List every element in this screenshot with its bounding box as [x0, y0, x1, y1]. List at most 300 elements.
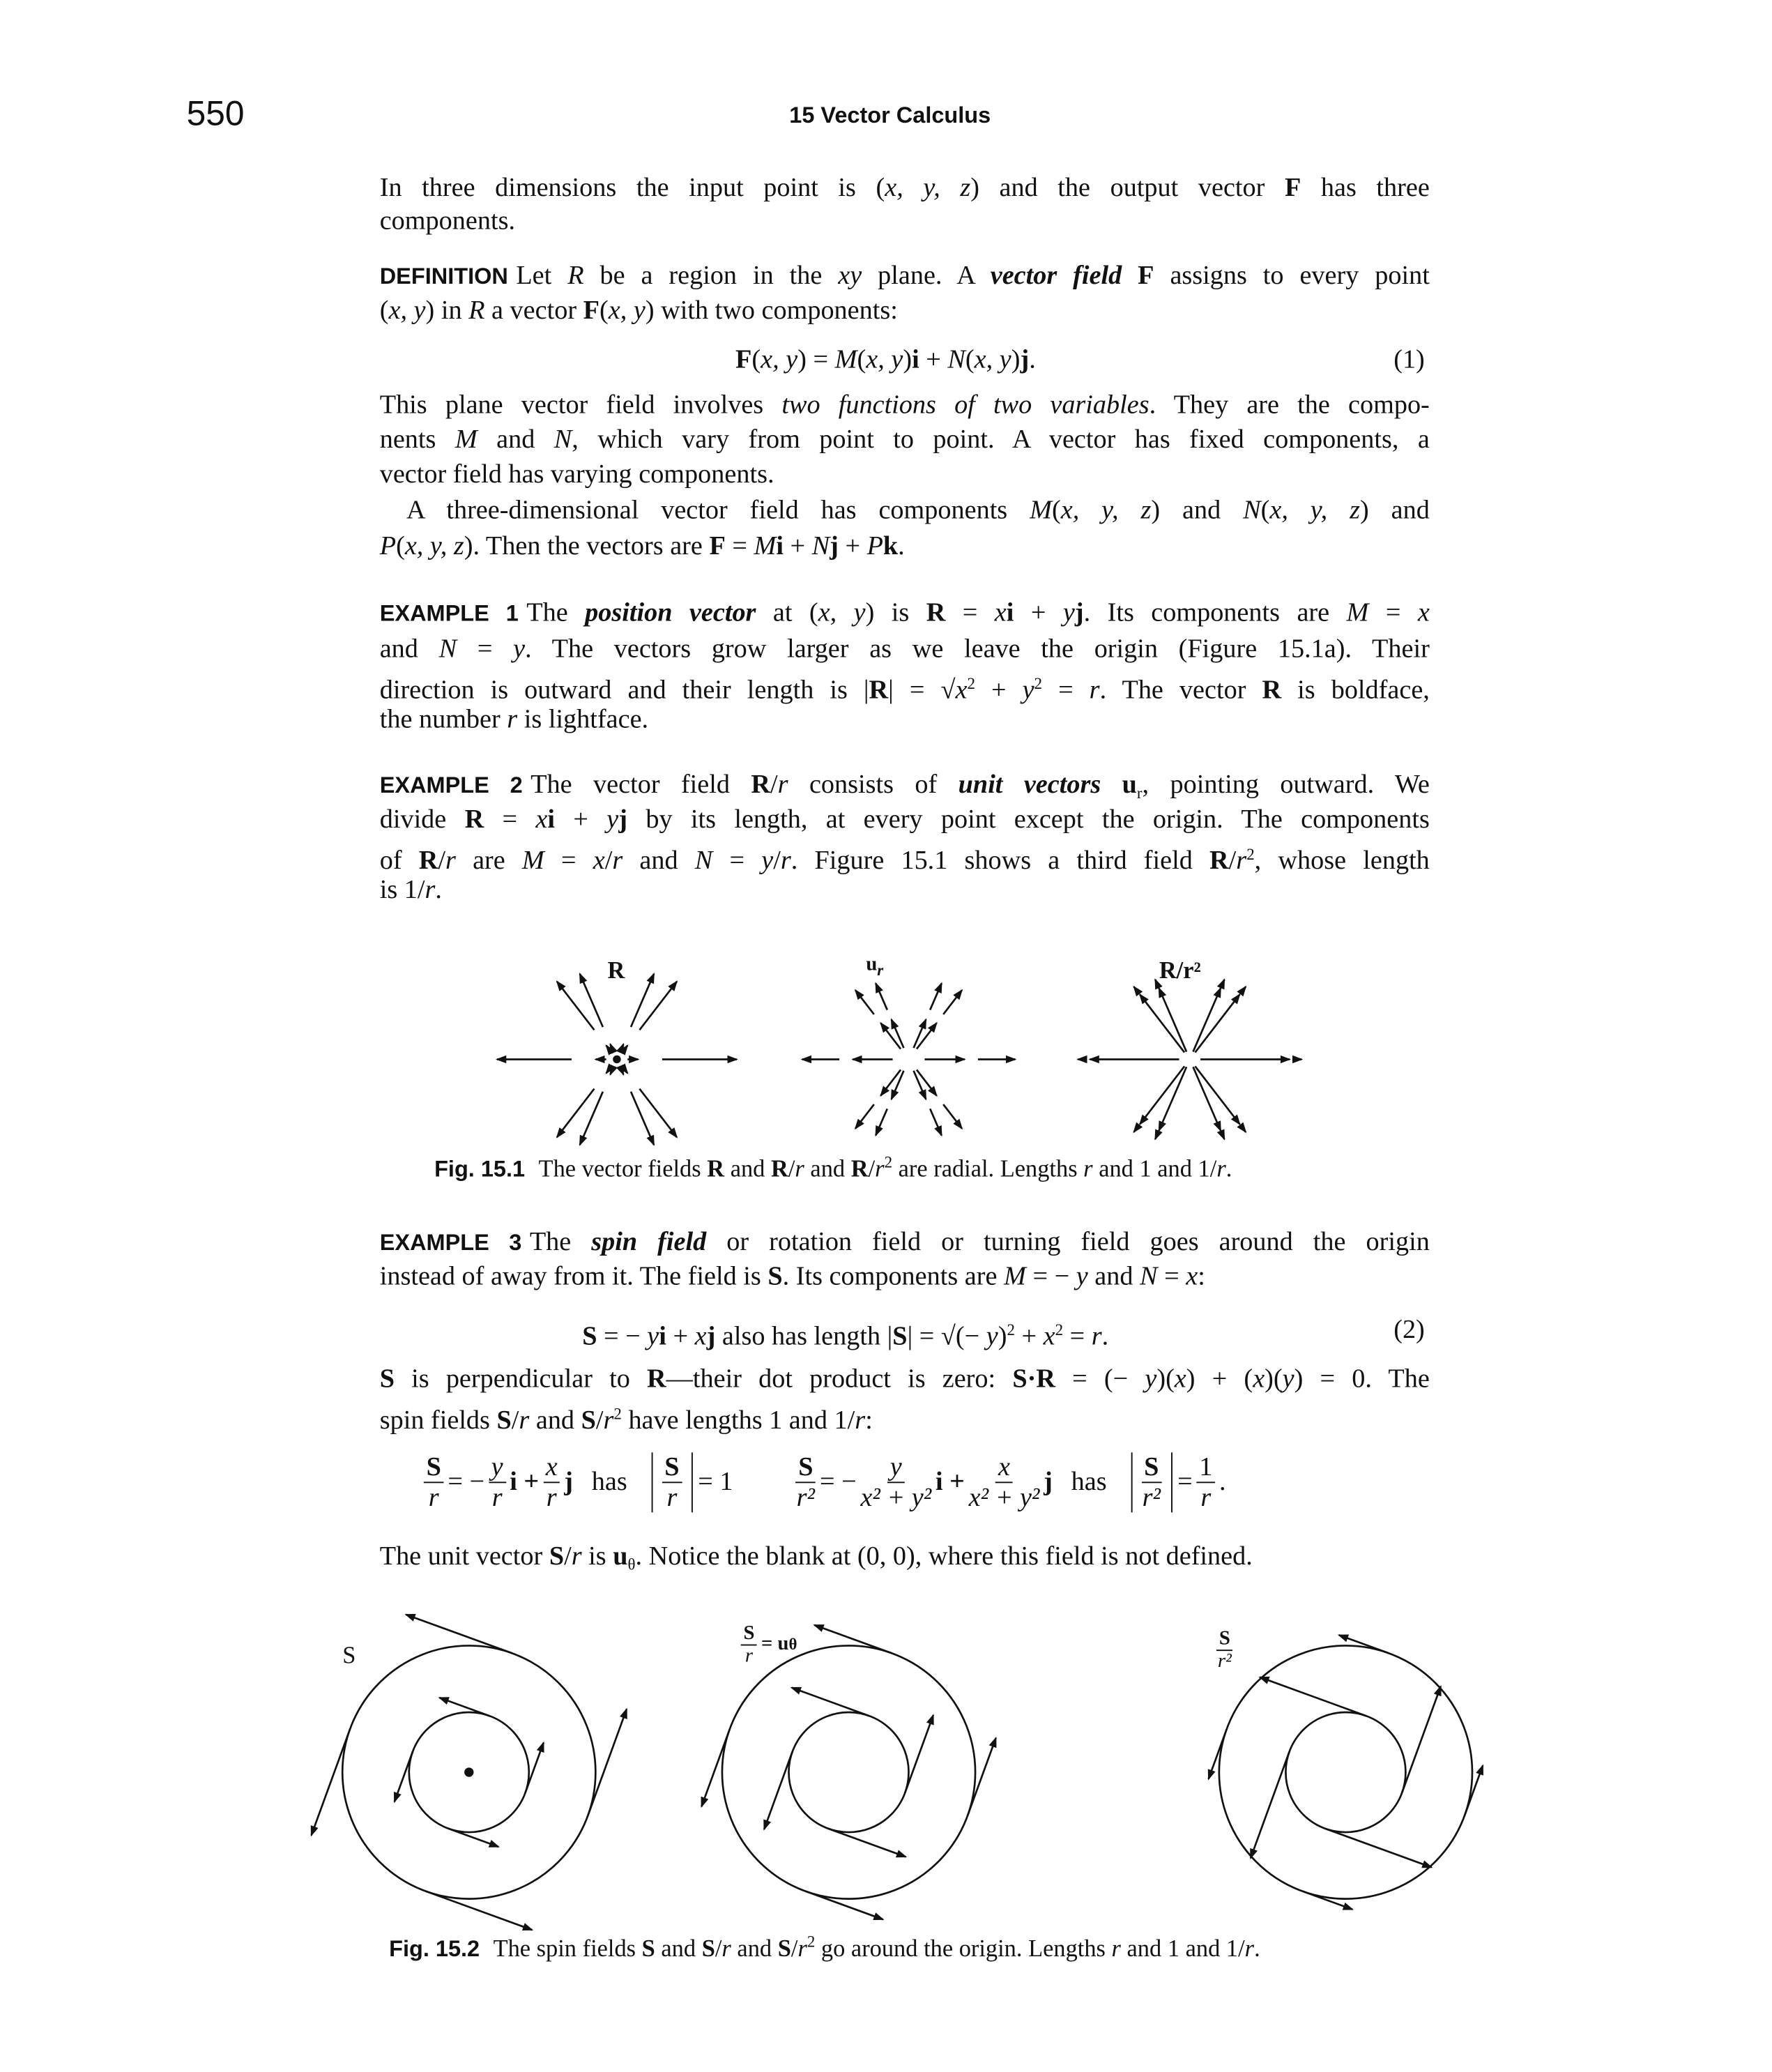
text-run: and	[804, 1155, 851, 1182]
text-run: = (−	[1055, 1364, 1145, 1394]
text-run: of	[379, 846, 419, 876]
text-run: θ	[627, 1555, 636, 1574]
text-run: x	[593, 846, 605, 876]
numerator: S	[424, 1452, 444, 1483]
text-run: . The vectors grow larger as we leave the origin (Figure 15.1a). Their	[525, 634, 1430, 664]
text-run: a vector	[484, 296, 583, 326]
text-run: y	[1145, 1364, 1157, 1394]
text-run: i	[776, 531, 784, 561]
text-run: N	[1140, 1262, 1158, 1292]
text-run: =	[712, 846, 762, 876]
text-run: u	[613, 1541, 628, 1571]
figure-label-S: S	[342, 1641, 356, 1668]
text-run: the number	[379, 705, 507, 735]
denominator: x² + y²	[968, 1483, 1040, 1513]
text-run: /	[770, 770, 778, 800]
text-run: R	[567, 261, 584, 291]
text-run: The	[526, 598, 586, 628]
text-run: )(	[1156, 1364, 1175, 1394]
text-run: also has length |	[715, 1322, 893, 1352]
text-run: +	[555, 805, 607, 835]
text-run: R	[751, 770, 771, 800]
text-run: j	[706, 1322, 716, 1352]
text-run: =	[544, 846, 593, 876]
text-run: ) and	[1359, 496, 1430, 526]
operator: i +	[935, 1467, 965, 1497]
text-run: r	[855, 1406, 866, 1435]
numerator: y	[887, 1452, 905, 1483]
text-run: x, y, z	[885, 173, 971, 203]
text-run: The	[529, 1227, 592, 1257]
tangent-arrow	[701, 1729, 730, 1806]
tangent-arrow	[905, 1715, 933, 1792]
fraction	[1216, 1629, 1233, 1673]
text-run: S	[582, 1322, 597, 1352]
denominator: r	[428, 1483, 439, 1513]
text-run: r	[780, 846, 791, 876]
text-run: 2	[1055, 1320, 1064, 1339]
text-run: j	[830, 531, 839, 561]
tangent-arrow	[312, 1729, 351, 1836]
text-run: and	[623, 846, 695, 876]
text-run: F	[583, 296, 599, 326]
text-run: r	[777, 770, 788, 800]
text-run: =	[484, 805, 536, 835]
text-run: .	[435, 875, 442, 905]
text-run: vector field	[990, 261, 1122, 291]
text-run: N	[694, 846, 713, 876]
word-has: has	[591, 1467, 627, 1497]
text-run: by its length, at every point except the origin. The components	[627, 805, 1430, 835]
numerator: y	[489, 1452, 506, 1483]
text-run: S	[892, 1322, 908, 1352]
text-run: , pointing outward. We	[1142, 770, 1430, 800]
figure-15-2-caption	[389, 1932, 1260, 1963]
text-run: xy	[838, 261, 862, 291]
text-run: M	[834, 345, 857, 375]
text-run: :	[1198, 1262, 1205, 1292]
text-run: go around the origin. Lengths	[815, 1935, 1112, 1962]
text-run: x	[1417, 598, 1430, 628]
operator: = 1	[698, 1467, 733, 1497]
operator: =	[1177, 1467, 1193, 1497]
page-number: 550	[186, 93, 245, 134]
text-run: r	[425, 875, 436, 905]
tangent-arrow	[406, 1615, 512, 1654]
text-run: —their dot product is zero:	[666, 1364, 1013, 1394]
text-run: j	[1020, 345, 1030, 375]
denominator: r	[1200, 1483, 1212, 1513]
text-run: +	[1014, 1322, 1044, 1352]
text-run: EXAMPLE 3	[379, 1230, 522, 1256]
text-run: x, y	[974, 345, 1011, 375]
text-run: plane. A	[862, 261, 991, 291]
text-run: .	[1225, 1155, 1232, 1182]
text-run: )	[1011, 345, 1021, 375]
text-run: 2	[1246, 844, 1255, 864]
figure-label-R-over-r2: R/r²	[1159, 957, 1201, 984]
text-run: and	[379, 634, 439, 664]
outer-circle	[1219, 1645, 1472, 1898]
text-run: N	[438, 634, 457, 664]
denominator: r	[546, 1483, 557, 1513]
tangent-arrow	[792, 1688, 869, 1716]
text-run: and	[655, 1935, 702, 1962]
text-run: x, y	[761, 345, 798, 375]
unit-j: j	[564, 1467, 574, 1497]
text-run: (	[1260, 496, 1270, 526]
text-run: In three dimensions the input point is (	[379, 173, 885, 203]
text-run: R	[1209, 846, 1229, 876]
text-run: R	[926, 598, 946, 628]
text-run: /	[715, 1935, 722, 1962]
text-run: r	[1236, 846, 1247, 876]
text-run: and	[1087, 1262, 1140, 1292]
operator: = −	[448, 1467, 485, 1497]
text-run: r	[1111, 1935, 1121, 1962]
text-run: N	[947, 345, 965, 375]
text-run: N	[553, 425, 572, 455]
period: .	[1219, 1467, 1226, 1497]
text-run: +	[1014, 598, 1063, 628]
tangent-arrow	[814, 1625, 892, 1654]
text-run: P	[379, 531, 397, 561]
text-run: S	[549, 1541, 565, 1571]
text-run: =	[457, 634, 514, 664]
equation-number: (1)	[1393, 345, 1425, 375]
text-run: .	[1101, 1322, 1109, 1352]
text-run: y	[1022, 676, 1034, 706]
text-run: ) = 0. The	[1294, 1364, 1430, 1394]
text-run: r	[795, 1155, 804, 1182]
text-run: F	[1138, 261, 1154, 291]
tangent-arrow	[1325, 1829, 1432, 1868]
text-run: /	[1228, 846, 1237, 876]
text-run: P	[866, 531, 883, 561]
text-run: S·R	[1012, 1364, 1055, 1394]
text-run: is perpendicular to	[394, 1364, 648, 1394]
text-run: The vector field	[530, 770, 751, 800]
text-run: i	[547, 805, 556, 835]
text-run: . Notice the blank at (0, 0), where this field is not defined.	[635, 1541, 1253, 1571]
denominator: r²	[796, 1483, 815, 1513]
text-run: r	[1091, 1322, 1102, 1352]
text-run: | = √(−	[907, 1322, 986, 1352]
text-run: N	[811, 531, 830, 561]
inner-circle	[788, 1712, 908, 1832]
text-run: . They are the compo-	[1149, 390, 1430, 420]
text-run: at (	[756, 598, 818, 628]
label-u: u	[866, 954, 878, 976]
word-has: has	[1071, 1467, 1107, 1497]
text-run: and 1 and 1/	[1092, 1155, 1217, 1182]
inner-circle	[1285, 1712, 1405, 1832]
text-run: x, y	[388, 296, 426, 326]
text-run: (	[396, 531, 405, 561]
text-run: =	[1063, 1322, 1092, 1352]
running-head: 15 Vector Calculus	[789, 102, 991, 128]
operator: i +	[510, 1467, 540, 1497]
text-run: F	[735, 345, 752, 375]
text-run: S	[496, 1406, 512, 1435]
denominator: x² + y²	[860, 1483, 932, 1513]
text-run: /	[595, 1406, 604, 1435]
text-run: be a region in the	[583, 261, 839, 291]
text-run: x	[1186, 1262, 1198, 1292]
text-run: /	[773, 846, 781, 876]
text-run: are	[455, 846, 522, 876]
text-run: j	[1074, 598, 1084, 628]
text-run: y	[986, 1322, 998, 1352]
denominator: r²	[1142, 1483, 1161, 1513]
text-run: x, y, z	[1269, 496, 1360, 526]
text-run: ) + (	[1186, 1364, 1253, 1394]
text-run: )	[998, 1322, 1007, 1352]
text-run: r	[1083, 1155, 1093, 1182]
text-run: ) with two components:	[645, 296, 898, 326]
text-run: S	[641, 1935, 655, 1962]
text-run: x	[994, 598, 1007, 628]
text-run: r	[1136, 783, 1143, 802]
text-run: F	[709, 531, 726, 561]
text-run: position vector	[585, 598, 756, 628]
text-run: r	[519, 1406, 530, 1435]
text-run: has three	[1301, 173, 1430, 203]
text-run: direction is outward and their length is |	[379, 676, 869, 706]
numerator: x	[543, 1452, 560, 1483]
tangent-arrow	[764, 1752, 793, 1829]
text-run: x, y	[866, 345, 903, 375]
text-run: 2	[613, 1404, 622, 1424]
text-run: M	[455, 425, 478, 455]
text-run: (	[1051, 496, 1061, 526]
text-run: R	[418, 846, 438, 876]
text-run: , which vary from point to point. A vector has fixed components, a	[572, 425, 1430, 455]
text-run: /	[868, 1155, 876, 1182]
text-run: r	[507, 705, 518, 735]
text-run: u	[1122, 770, 1137, 800]
text-run: A three-dimensional vector field has components	[406, 496, 1030, 526]
text-run: unit vectors	[958, 770, 1101, 800]
text-run: The spin fields	[487, 1935, 642, 1962]
tangent-arrow	[968, 1738, 996, 1815]
figure-label-S-over-r	[737, 1623, 797, 1667]
text-run: ) in	[425, 296, 469, 326]
tangent-arrow	[1209, 1729, 1227, 1779]
text-run: is lightface.	[517, 705, 649, 735]
text-run: i	[912, 345, 919, 375]
text-run: =	[1042, 676, 1090, 706]
numerator: S	[1216, 1629, 1233, 1651]
text-run: M	[521, 846, 544, 876]
text-run: and	[731, 1935, 778, 1962]
tangent-arrow	[1339, 1635, 1389, 1653]
text-run: x	[955, 676, 968, 706]
text-run: assigns to every point	[1154, 261, 1430, 291]
text-run: +	[666, 1322, 695, 1352]
text-run: . Figure 15.1 shows a third field	[790, 846, 1210, 876]
tangent-arrow	[1260, 1677, 1366, 1716]
label-u-sub: r	[877, 961, 884, 980]
text-run: components.	[379, 206, 516, 236]
text-run: EXAMPLE 1	[379, 600, 519, 627]
text-run: M	[1346, 598, 1369, 628]
label-theta: θ	[788, 1635, 797, 1654]
text-run: S	[379, 1364, 395, 1394]
text-run: y	[647, 1322, 659, 1352]
text-run: is	[581, 1541, 613, 1571]
text-run: M	[1030, 496, 1052, 526]
text-run: 2	[884, 1152, 893, 1172]
text-run: k	[883, 531, 899, 561]
numerator: 1	[1196, 1452, 1215, 1483]
text-run: r	[445, 846, 456, 876]
text-run: y	[513, 634, 526, 664]
text-run: | = √	[888, 676, 956, 706]
text-run: are radial. Lengths	[892, 1155, 1084, 1182]
tangent-arrow	[1402, 1686, 1441, 1793]
text-run: /	[790, 1935, 798, 1962]
text-run: = −	[1025, 1262, 1076, 1292]
text-run: x	[1174, 1364, 1186, 1394]
text-run: x, y, z	[404, 531, 464, 561]
text-run: and	[529, 1406, 581, 1435]
text-run: i	[659, 1322, 666, 1352]
text-run: r	[1089, 676, 1100, 706]
text-run: R	[707, 1155, 725, 1182]
tangent-arrow	[588, 1709, 627, 1815]
text-run: S	[701, 1935, 715, 1962]
text-run: ). Then the vectors are	[464, 531, 710, 561]
tangent-arrow	[1465, 1765, 1483, 1815]
text-run: /	[564, 1541, 572, 1571]
origin-dot	[464, 1767, 473, 1776]
text-run: (	[857, 345, 866, 375]
text-run: (	[599, 296, 609, 326]
text-run: r	[875, 1155, 885, 1182]
text-run: i	[1006, 598, 1014, 628]
text-run: j	[618, 805, 628, 835]
text-run: (	[751, 345, 761, 375]
text-run: This plane vector field involves	[379, 390, 782, 420]
numerator: S	[741, 1623, 758, 1645]
text-run: +	[783, 531, 812, 561]
text-run: Let	[516, 261, 568, 291]
text-run: F	[1284, 173, 1301, 203]
tangent-arrow	[1302, 1891, 1352, 1910]
numerator: S	[662, 1452, 682, 1483]
text-run: instead of away from it. The field is	[379, 1262, 768, 1292]
text-run: r	[612, 846, 623, 876]
text-run: r	[1216, 1155, 1226, 1182]
numerator: x	[995, 1452, 1013, 1483]
text-run: S	[581, 1406, 596, 1435]
denominator: r	[666, 1483, 678, 1513]
text-run: R	[647, 1364, 666, 1394]
text-run: .	[1029, 345, 1036, 375]
text-run: R	[850, 1155, 869, 1182]
operator: = −	[820, 1467, 857, 1497]
text-run: y	[1282, 1364, 1294, 1394]
text-run: +	[838, 531, 867, 561]
text-run: M	[754, 531, 777, 561]
text-run: y	[606, 805, 619, 835]
text-run: and	[477, 425, 554, 455]
text-run: and 1 and 1/	[1120, 1935, 1245, 1962]
text-run: r	[797, 1935, 807, 1962]
text-run: nents	[379, 425, 455, 455]
text-run: /	[604, 846, 613, 876]
text-run: /	[511, 1406, 519, 1435]
text-run: x	[1253, 1364, 1265, 1394]
equation-number: (2)	[1393, 1315, 1425, 1345]
text-run: y	[1076, 1262, 1088, 1292]
text-run: R	[869, 676, 889, 706]
text-run: x, y, z	[1060, 496, 1152, 526]
text-run: r	[721, 1935, 731, 1962]
text-run: .	[898, 531, 905, 561]
text-run: (	[965, 345, 975, 375]
text-run: have lengths 1 and 1/	[621, 1406, 855, 1435]
figure-label-R: R	[607, 957, 625, 984]
text-run: 2	[807, 1932, 816, 1951]
text-run: ) is	[865, 598, 926, 628]
text-run: The unit vector	[379, 1541, 549, 1571]
label-u: = u	[761, 1633, 789, 1655]
denominator: r	[744, 1645, 754, 1668]
unit-j: j	[1044, 1467, 1053, 1497]
text-run: x	[694, 1322, 707, 1352]
numerator: S	[1141, 1452, 1161, 1483]
tangent-arrow	[1251, 1752, 1290, 1859]
text-run: r	[571, 1541, 582, 1571]
text-run: )	[903, 345, 912, 375]
text-run: is boldface,	[1281, 676, 1430, 706]
text-run: R	[464, 805, 484, 835]
text-run: EXAMPLE 2	[379, 772, 523, 798]
text-run: :	[865, 1406, 873, 1435]
text-run: x, y	[608, 296, 646, 326]
text-run: (	[379, 296, 389, 326]
text-run: 2	[1034, 674, 1043, 693]
text-run: =	[725, 531, 754, 561]
text-run: 2	[1007, 1320, 1015, 1339]
tangent-arrow	[805, 1891, 883, 1920]
text-run: =	[1368, 598, 1418, 628]
text-run: two functions of two variables	[781, 390, 1149, 420]
text-run: R	[468, 296, 485, 326]
text-run: y	[1062, 598, 1075, 628]
outer-circle	[722, 1645, 975, 1898]
text-run: /	[788, 1155, 795, 1182]
text-run: +	[975, 676, 1023, 706]
text-run: x, y	[818, 598, 866, 628]
text-run: Fig. 15.2	[389, 1936, 480, 1962]
text-run: .	[1254, 1935, 1260, 1962]
text-run: . Its components are	[1083, 598, 1347, 628]
text-run: . Its components are	[782, 1262, 1005, 1292]
text-run: DEFINITION	[379, 264, 508, 289]
text-run: N	[1243, 496, 1261, 526]
text-run: The vector fields	[533, 1155, 708, 1182]
text-run: and	[724, 1155, 771, 1182]
tangent-arrow	[828, 1829, 906, 1857]
text-run: ) and the output vector	[970, 173, 1285, 203]
text-run: spin field	[591, 1227, 707, 1257]
text-run: =	[945, 598, 995, 628]
denominator: r²	[1217, 1651, 1232, 1673]
text-run: vector field has varying components.	[379, 459, 774, 489]
